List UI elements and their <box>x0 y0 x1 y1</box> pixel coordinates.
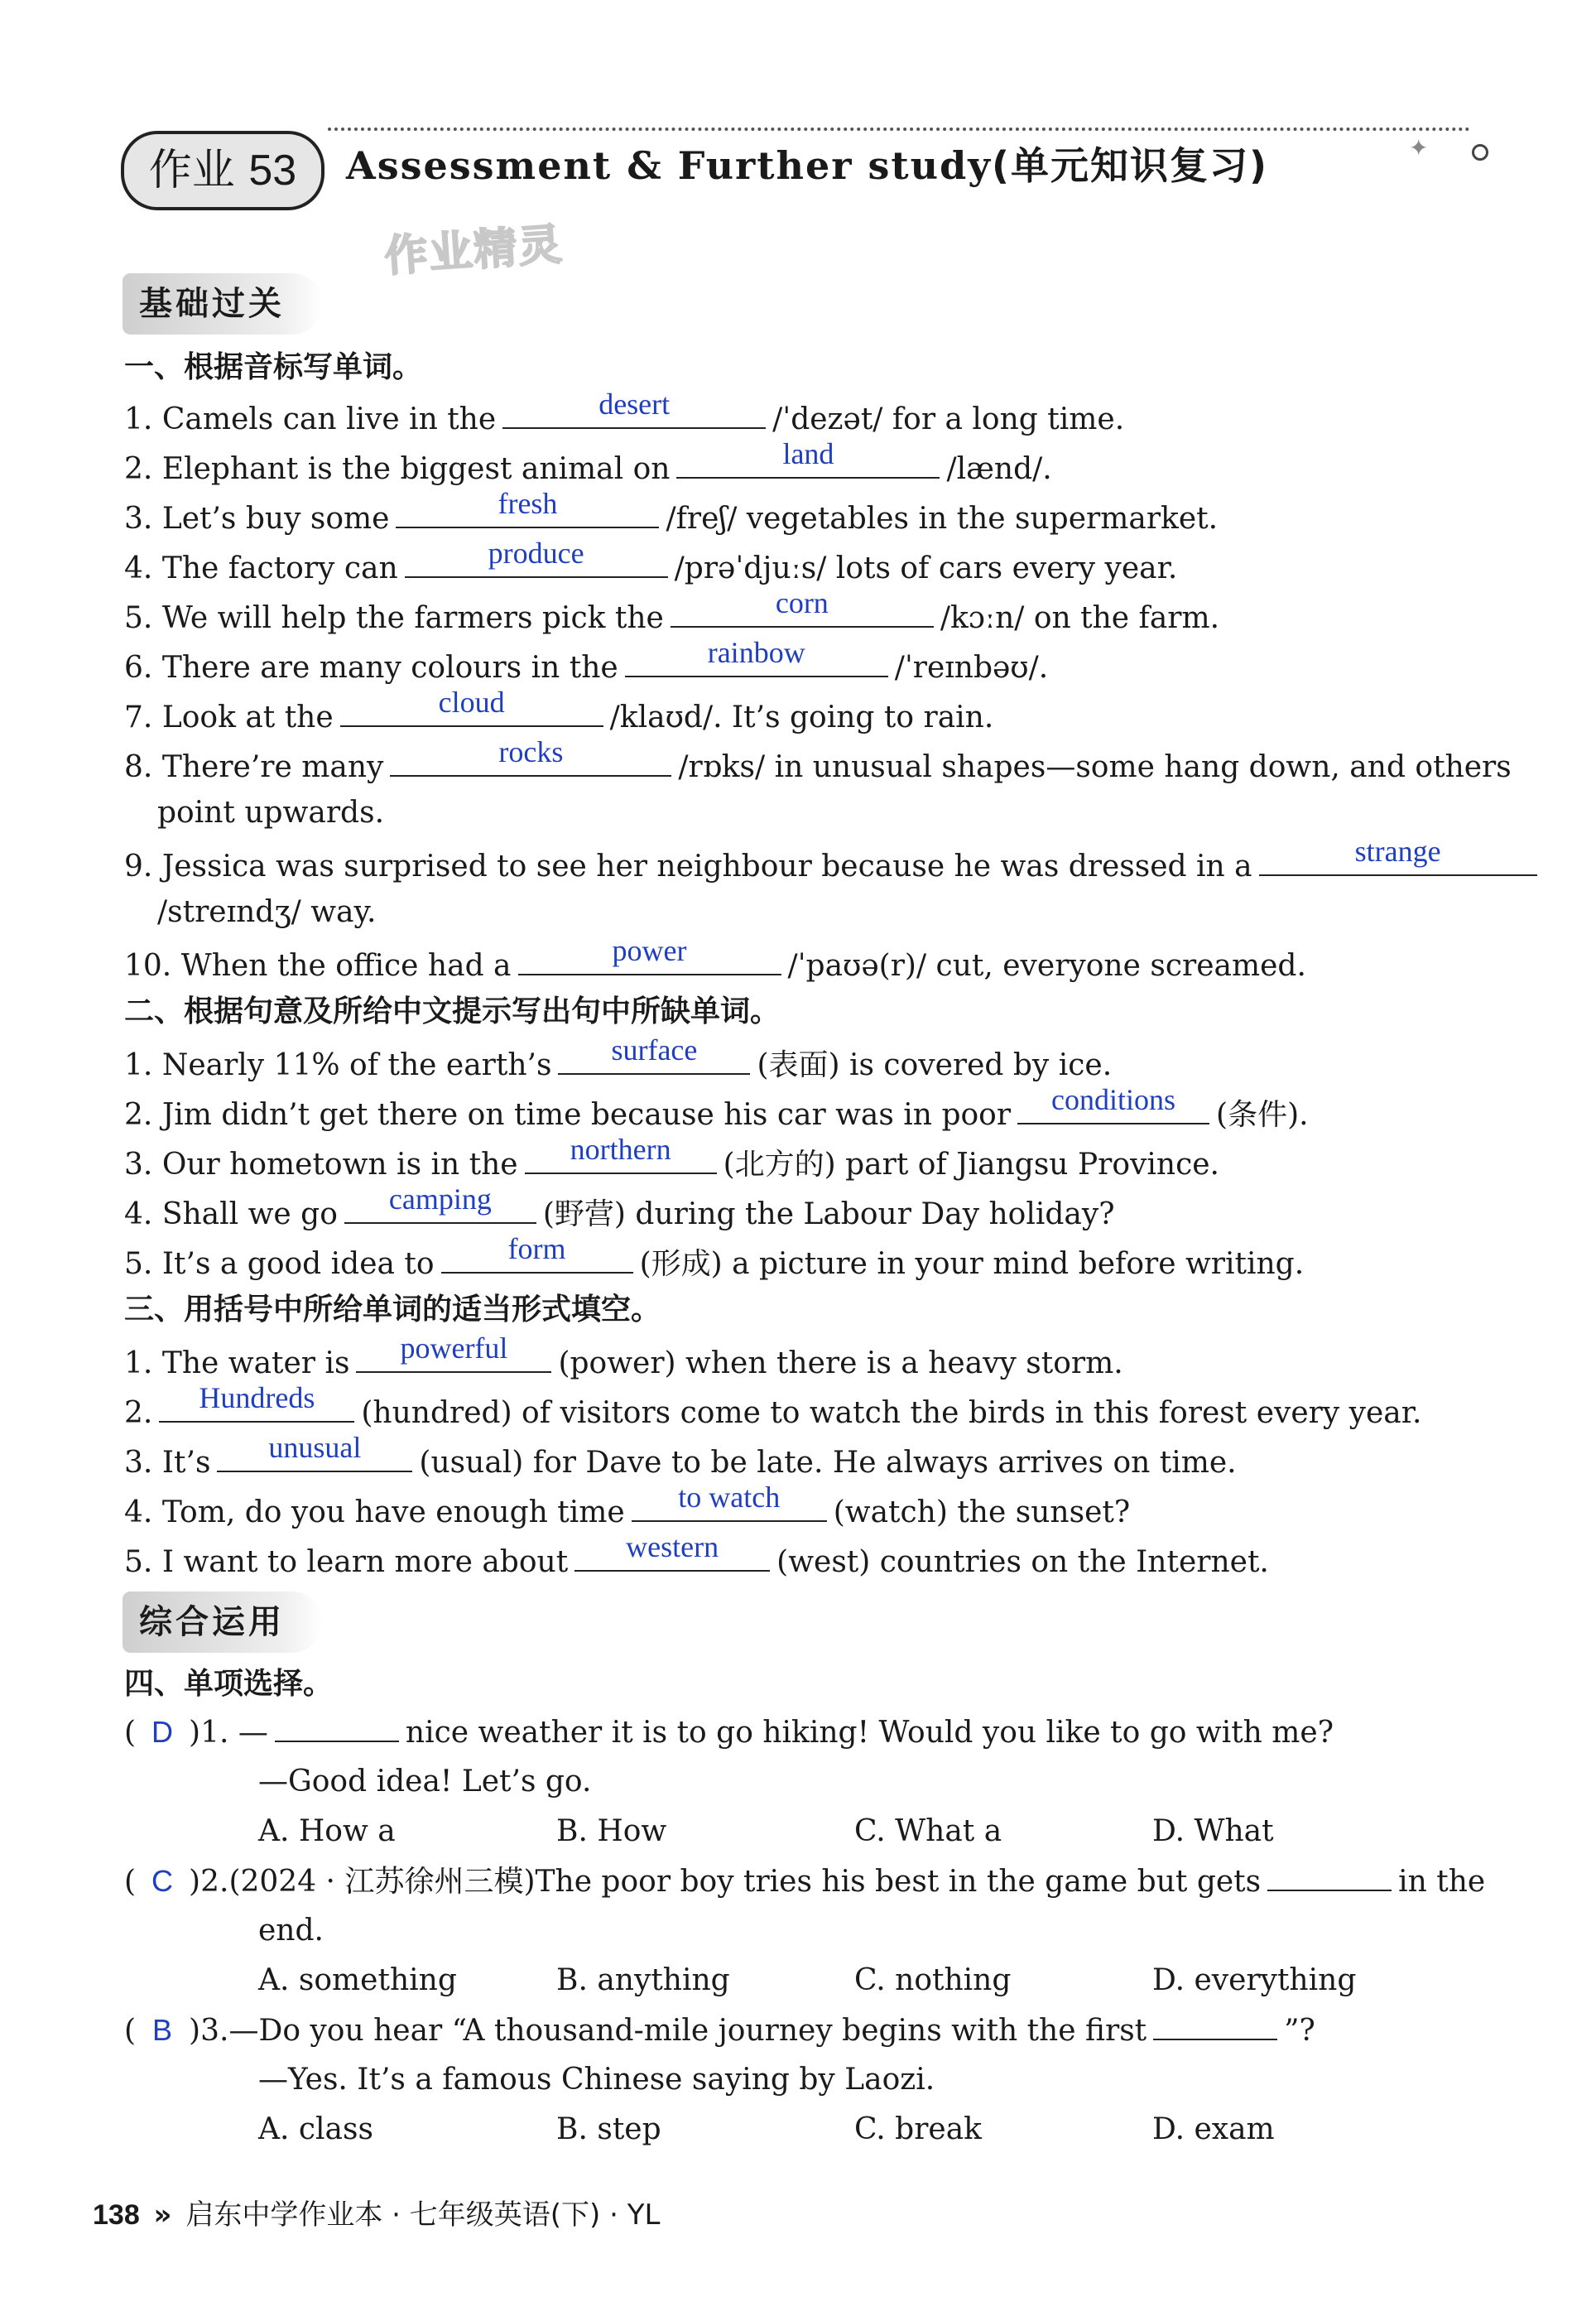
answer-blank[interactable]: to watch <box>632 1484 827 1522</box>
answer-choice[interactable]: C <box>151 1864 174 1898</box>
part1-item-1: 1. Camels can live in the desert /ˈdezət/ for a long time. <box>124 388 1125 436</box>
answer-blank[interactable]: surface <box>558 1037 750 1075</box>
answer-blank[interactable]: rainbow <box>625 639 888 677</box>
part1-item-6: 6. There are many colours in the rainbow /ˈreɪnbəʊ/. <box>124 636 1049 685</box>
question-blank <box>275 1707 399 1742</box>
mc-question-3: ( B )3.—Do you hear “A thousand-mile journey begins with the first ”? <box>124 2006 1490 2055</box>
option-a[interactable]: A. something <box>258 1963 457 1997</box>
page-title: Assessment & Further study(单元知识复习) <box>346 143 1269 188</box>
part1-item-10: 10. When the office had a power /ˈpaʊə(r)/ cut, everyone screamed. <box>124 934 1306 983</box>
part3-item-2: 2. Hundreds (hundred) of visitors come to watch the birds in this forest every year. <box>124 1381 1422 1430</box>
homework-badge <box>121 131 324 210</box>
part2-item-1: 1. Nearly 11% of the earth’s surface (表面) is covered by ice. <box>124 1033 1113 1082</box>
chevron-right-icon: » <box>153 2198 172 2232</box>
watermark: 作业精灵 <box>382 219 565 282</box>
part1-item-5: 5. We will help the farmers pick the corn /kɔːn/ on the farm. <box>124 586 1220 635</box>
question-blank <box>1267 1856 1392 1891</box>
part2-item-4: 4. Shall we go camping (野营) during the Labour Day holiday? <box>124 1182 1115 1231</box>
mc-question-1-line2: —Good idea! Let’s go. <box>258 1765 592 1799</box>
answer-blank[interactable]: powerful <box>356 1335 551 1373</box>
part1-item-4: 4. The factory can produce /prəˈdjuːs/ lots of cars every year. <box>124 537 1178 585</box>
part1-heading: 一、根据音标写单词。 <box>124 350 423 384</box>
answer-blank[interactable]: strange <box>1259 838 1537 876</box>
part2-item-3: 3. Our hometown is in the northern (北方的) part of Jiangsu Province. <box>124 1133 1219 1182</box>
answer-blank[interactable]: unusual <box>217 1434 412 1472</box>
option-b[interactable]: B. anything <box>556 1963 730 1997</box>
footer <box>93 2194 660 2236</box>
part1-item-3: 3. Let’s buy some fresh /freʃ/ vegetables in the supermarket. <box>124 487 1219 536</box>
answer-blank[interactable]: desert <box>502 391 766 429</box>
ring-icon <box>1472 144 1488 161</box>
part1-item-8-cont: point upwards. <box>157 796 385 830</box>
book-title: 启东中学作业本 · 七年级英语(下) · YL <box>185 2198 661 2232</box>
mc-question-3-options <box>258 2105 1490 2155</box>
badge-label: 作业 <box>148 146 235 195</box>
part2-heading: 二、根据句意及所给中文提示写出句中所缺单词。 <box>124 994 781 1028</box>
part3-item-1: 1. The water is powerful (power) when there is a heavy storm. <box>124 1331 1123 1380</box>
answer-choice[interactable]: D <box>151 1715 174 1749</box>
option-b[interactable]: B. How <box>556 1814 667 1848</box>
part1-item-9-cont: /streɪndʒ/ way. <box>157 895 377 929</box>
answer-choice[interactable]: B <box>152 2013 173 2047</box>
answer-blank[interactable]: corn <box>671 590 934 628</box>
part3-item-5: 5. I want to learn more about western (west) countries on the Internet. <box>124 1530 1269 1579</box>
dotted-rule <box>328 128 1470 131</box>
option-c[interactable]: C. nothing <box>854 1963 1012 1997</box>
part1-item-9: 9. Jessica was surprised to see her neighbour because he was dressed in a strange <box>124 838 1490 888</box>
answer-blank[interactable]: Hundreds <box>159 1384 354 1423</box>
answer-blank[interactable]: land <box>676 441 940 479</box>
mc-question-1: ( D )1. — nice weather it is to go hiking! Would you like to go with me? <box>124 1707 1490 1757</box>
part3-heading: 三、用括号中所给单词的适当形式填空。 <box>124 1293 661 1327</box>
mc-question-2-line2: end. <box>258 1914 324 1948</box>
page-number: 138 <box>93 2199 140 2231</box>
answer-blank[interactable]: power <box>518 937 781 975</box>
answer-blank[interactable]: western <box>574 1534 770 1572</box>
option-c[interactable]: C. What a <box>854 1814 1002 1848</box>
part1-item-7: 7. Look at the cloud /klaʊd/. It’s going to rain. <box>124 686 994 734</box>
section-tag-comprehensive: 综合运用 <box>123 1591 323 1653</box>
part1-item-2: 2. Elephant is the biggest animal on land /lænd/. <box>124 437 1052 486</box>
option-d[interactable]: D. exam <box>1152 2112 1275 2146</box>
answer-blank[interactable]: cloud <box>340 689 603 727</box>
part2-item-5: 5. It’s a good idea to form (形成) a picture in your mind before writing. <box>124 1232 1305 1281</box>
mc-question-3-line2: —Yes. It’s a famous Chinese saying by Laozi. <box>258 2063 935 2097</box>
answer-blank[interactable]: form <box>441 1235 633 1274</box>
part3-item-4: 4. Tom, do you have enough time to watch (watch) the sunset? <box>124 1481 1131 1529</box>
option-b[interactable]: B. step <box>556 2112 661 2146</box>
question-blank <box>1153 2006 1277 2040</box>
answer-blank[interactable]: conditions <box>1017 1086 1209 1124</box>
part2-item-2: 2. Jim didn’t get there on time because his car was in poor conditions (条件). <box>124 1083 1309 1132</box>
part4-heading: 四、单项选择。 <box>124 1667 334 1701</box>
answer-blank[interactable]: produce <box>405 540 668 578</box>
answer-blank[interactable]: rocks <box>390 739 671 777</box>
badge-number: 53 <box>248 147 297 195</box>
mc-question-2-options <box>258 1956 1490 2006</box>
answer-blank[interactable]: camping <box>344 1186 536 1224</box>
section-tag-basic: 基础过关 <box>123 273 323 335</box>
sparkle-icon: ✦ <box>1409 134 1429 161</box>
option-d[interactable]: D. everything <box>1152 1963 1357 1997</box>
option-a[interactable]: A. class <box>258 2112 373 2146</box>
option-a[interactable]: A. How a <box>258 1814 396 1848</box>
option-d[interactable]: D. What <box>1152 1814 1274 1848</box>
part3-item-3: 3. It’s unusual (usual) for Dave to be late. He always arrives on time. <box>124 1431 1237 1480</box>
part1-item-8: 8. There’re many rocks /rɒks/ in unusual shapes—some hang down, and others <box>124 735 1512 784</box>
mc-question-1-options <box>258 1807 1490 1856</box>
answer-blank[interactable]: fresh <box>396 490 659 528</box>
option-c[interactable]: C. break <box>854 2112 982 2146</box>
header <box>121 124 1495 282</box>
mc-question-2: ( C )2.(2024 · 江苏徐州三模)The poor boy tries his best in the game but gets in the <box>124 1856 1490 1906</box>
answer-blank[interactable]: northern <box>525 1136 717 1174</box>
